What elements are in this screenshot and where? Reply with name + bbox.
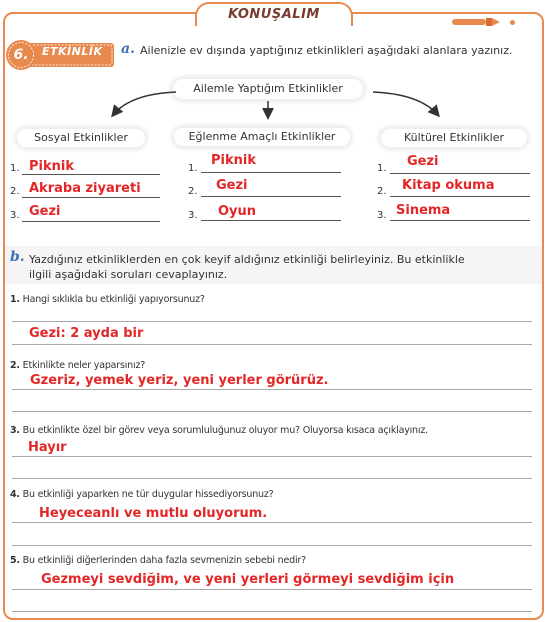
row-number: 1. bbox=[10, 163, 20, 174]
answer-line bbox=[12, 589, 532, 590]
column-title-fun: Eğlenme Amaçlı Etkinlikler bbox=[174, 128, 350, 146]
part-b-instruction-2: ilgili aşağıdaki soruları cevaplayınız. bbox=[29, 268, 228, 281]
answer-social-2[interactable]: Akraba ziyareti bbox=[29, 181, 141, 196]
answer-social-1[interactable]: Piknik bbox=[29, 159, 74, 174]
question-3: 3. Bu etkinlikte özel bir görev veya sorumluluğunuz oluyor mu? Oluyorsa kısaca açıklayınız. bbox=[10, 425, 428, 436]
answer-line bbox=[12, 545, 532, 546]
answer-fun-1[interactable]: Piknik bbox=[211, 153, 256, 168]
branch-arrows bbox=[0, 0, 547, 140]
answer-line bbox=[12, 478, 532, 479]
answer-question-4[interactable]: Heyeceanlı ve mutlu oluyorum. bbox=[39, 506, 268, 521]
answer-fun-2[interactable]: Gezi bbox=[216, 178, 248, 193]
question-1: 1. Hangi sıklıkla bu etkinliği yapıyorsunuz? bbox=[10, 294, 205, 305]
answer-fun-3[interactable]: Oyun bbox=[218, 204, 257, 219]
answer-line bbox=[390, 220, 530, 221]
answer-line bbox=[390, 196, 530, 197]
row-number: 3. bbox=[10, 210, 20, 221]
answer-cultural-3[interactable]: Sinema bbox=[396, 203, 451, 218]
question-2: 2. Etkinlikte neler yaparsınız? bbox=[10, 360, 146, 371]
answer-cultural-2[interactable]: Kitap okuma bbox=[402, 178, 495, 193]
row-number: 3. bbox=[377, 210, 387, 221]
answer-question-2[interactable]: Gzeriz, yemek yeriz, yeni yerler görürüz. bbox=[30, 373, 329, 388]
row-number: 3. bbox=[188, 210, 198, 221]
answer-question-5[interactable]: Gezmeyi sevdiğim, ve yeni yerleri görmeyi sevdiğim için bbox=[41, 572, 455, 587]
row-number: 2. bbox=[10, 186, 20, 197]
part-a-instruction: Ailenizle ev dışında yaptığınız etkinlikleri aşağıdaki alanlara yazınız. bbox=[140, 44, 513, 57]
answer-cultural-1[interactable]: Gezi bbox=[407, 154, 439, 169]
answer-line bbox=[12, 411, 532, 412]
answer-question-1[interactable]: Gezi: 2 ayda bir bbox=[29, 326, 144, 341]
answer-line bbox=[201, 172, 341, 173]
page-title: KONUŞALIM bbox=[228, 7, 320, 22]
answer-line bbox=[12, 344, 532, 345]
answer-line bbox=[12, 321, 532, 322]
answer-line bbox=[22, 174, 160, 175]
column-title-social: Sosyal Etkinlikler bbox=[17, 129, 145, 147]
center-label-pill: Ailemle Yaptığım Etkinlikler bbox=[173, 79, 363, 99]
column-title-cultural: Kültürel Etkinlikler bbox=[381, 129, 527, 147]
part-b-letter: b. bbox=[10, 249, 25, 265]
row-number: 2. bbox=[188, 186, 198, 197]
answer-line bbox=[201, 196, 341, 197]
activity-label: ETKİNLİK bbox=[42, 45, 103, 58]
answer-line bbox=[22, 197, 160, 198]
answer-line bbox=[201, 220, 341, 221]
activity-number: 6. bbox=[13, 47, 29, 63]
answer-line bbox=[12, 522, 532, 523]
answer-line bbox=[22, 221, 160, 222]
answer-line bbox=[12, 611, 532, 612]
question-4: 4. Bu etkinliği yaparken ne tür duygular hissediyorsunuz? bbox=[10, 489, 274, 500]
question-5: 5. Bu etkinliği diğerlerinden daha fazla sevmenizin sebebi nedir? bbox=[10, 555, 306, 566]
answer-line bbox=[12, 389, 532, 390]
row-number: 1. bbox=[377, 163, 387, 174]
answer-question-3[interactable]: Hayır bbox=[28, 440, 67, 455]
answer-social-3[interactable]: Gezi bbox=[29, 204, 61, 219]
row-number: 1. bbox=[188, 163, 198, 174]
part-a-letter: a. bbox=[121, 41, 135, 57]
row-number: 2. bbox=[377, 186, 387, 197]
answer-line bbox=[12, 456, 532, 457]
part-b-instruction-1: Yazdığınız etkinliklerden en çok keyif aldığınız etkinliği belirleyiniz. Bu etkinlikle bbox=[29, 253, 465, 266]
answer-line bbox=[390, 173, 530, 174]
